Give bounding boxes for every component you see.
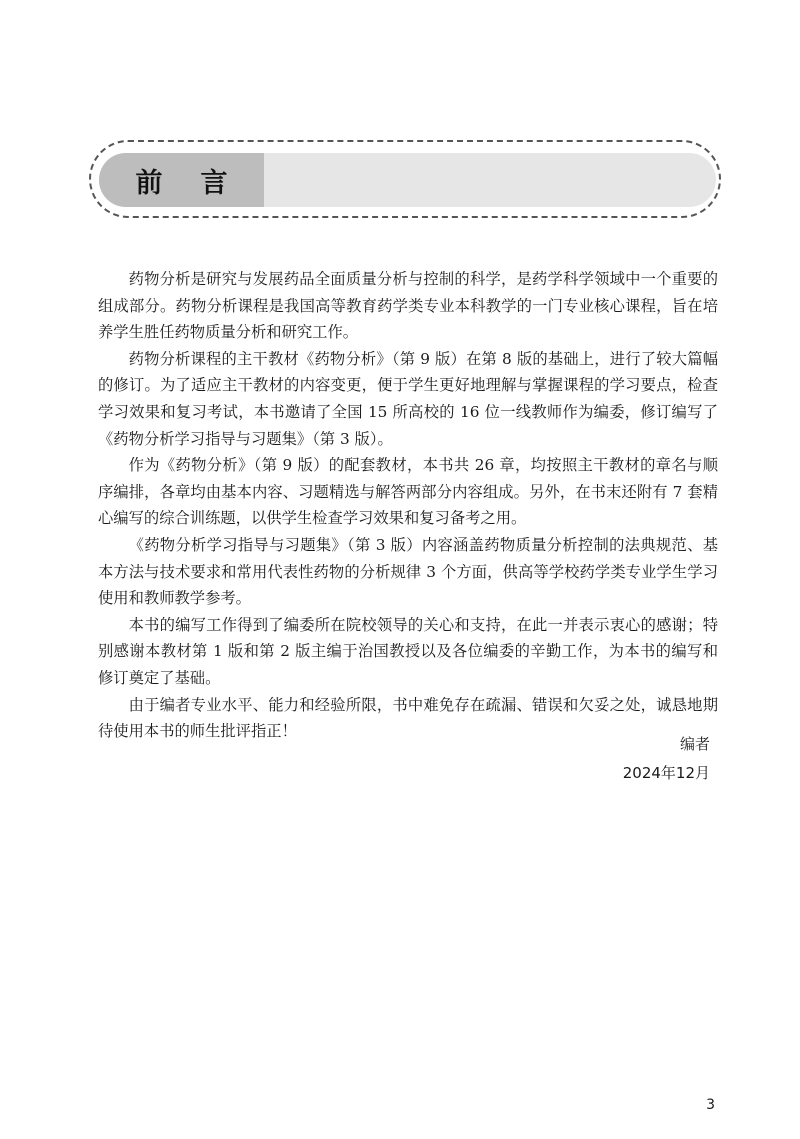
paragraph-5: 本书的编写工作得到了编委所在院校领导的关心和支持，在此一并表示衷心的感谢；特别感谢本教材第 1 版和第 2 版主编于治国教授以及各位编委的辛勤工作，为本书的编写和修订奠定了基础。 <box>98 615 718 687</box>
paragraph-6: 由于编者专业水平、能力和经验所限，书中难免存在疏漏、错误和欠妥之处，诚恳地期待使用本书的师生批评指正！ <box>98 695 718 741</box>
title-banner <box>99 153 716 207</box>
signature-date: 2024年12月 <box>622 764 710 782</box>
page-number: 3 <box>706 1097 715 1113</box>
page-title: 前言 <box>135 167 266 199</box>
signature-author: 编者 <box>679 735 710 753</box>
preface-body <box>98 266 718 745</box>
paragraph-2: 药物分析课程的主干教材《药物分析》（第 9 版）在第 8 版的基础上，进行了较大篇幅的修订。为了适应主干教材的内容变更，便于学生更好地理解与掌握课程的学习要点，检查学习效果和复习考试，本书邀请了全国 15 所高校的 16 位一线教师作为编委，修订编写了《药物分析学习指导与习题集》（第 3 版）。 <box>98 349 718 448</box>
signature-block <box>623 730 710 788</box>
paragraph-3: 作为《药物分析》（第 9 版）的配套教材，本书共 26 章，均按照主干教材的章名与顺序编排，各章均由基本内容、习题精选与解答两部分内容组成。另外，在书末还附有 7 套精心编写的综合训练题，以供学生检查学习效果和复习备考之用。 <box>98 456 718 528</box>
paragraph-1: 药物分析是研究与发展药品全面质量分析与控制的科学，是药学科学领域中一个重要的组成部分。药物分析课程是我国高等教育药学类专业本科教学的一门专业核心课程，旨在培养学生胜任药物质量分析和研究工作。 <box>98 270 718 342</box>
title-block <box>99 153 264 207</box>
paragraph-4: 《药物分析学习指导与习题集》（第 3 版）内容涵盖药物质量分析控制的法典规范、基本方法与技术要求和常用代表性药物的分析规律 3 个方面，供高等学校药学类专业学生学习使用和教师教学参考。 <box>98 535 718 608</box>
